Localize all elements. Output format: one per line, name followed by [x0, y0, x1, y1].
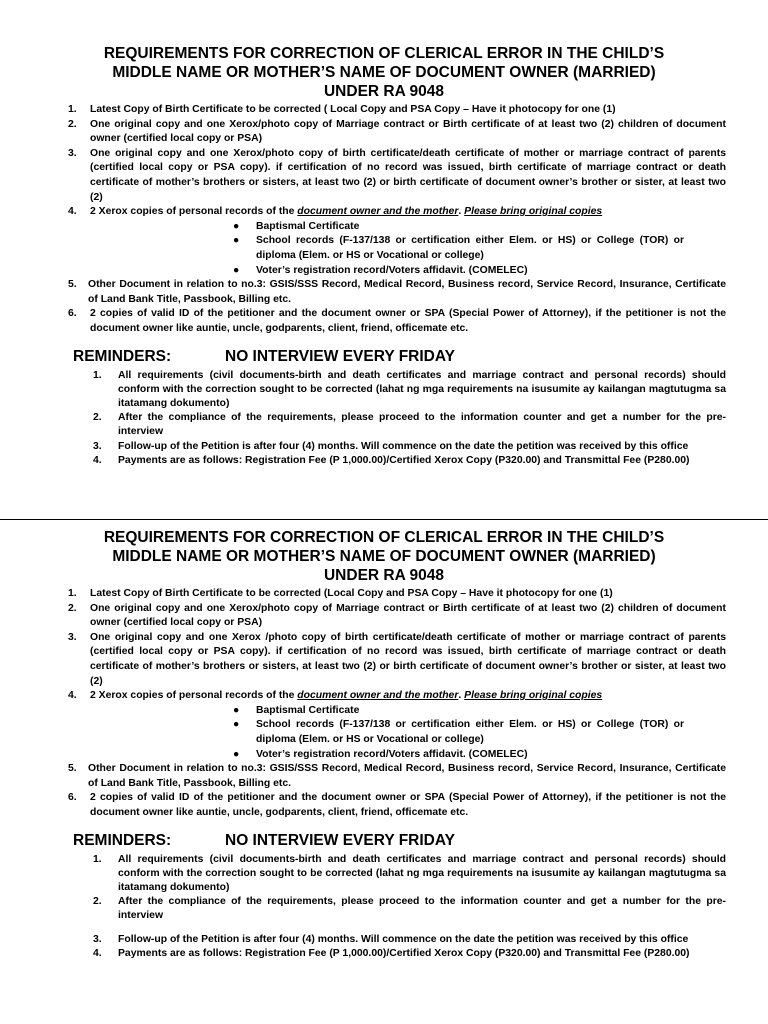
reminder-item: 3. Follow-up of the Petition is after four (4) months. Will commence on the date the petition was received by this office — [93, 440, 689, 452]
section-divider — [0, 519, 768, 520]
bullet-icon: ● — [233, 220, 240, 232]
requirements-section-1 — [0, 44, 768, 468]
requirement-item: 2. One original copy and one Xerox/photo copy of Marriage contract or Birth certificate of at least two (2) children of document owner (certified local copy or PSA) — [68, 118, 726, 145]
bullet-icon: ● — [233, 264, 240, 276]
personal-records-list — [90, 220, 726, 278]
title-line-3: UNDER RA 9048 — [323, 567, 445, 584]
reminders-list — [0, 853, 768, 961]
title-line-1: REQUIREMENTS FOR CORRECTION OF CLERICAL ERROR IN THE CHILD’S — [103, 529, 665, 546]
requirements-list — [0, 587, 768, 821]
reminder-item: 2. After the compliance of the requirements, please proceed to the information counter and get a number for the pre-interview — [93, 412, 726, 438]
bullet-icon: ● — [233, 235, 240, 247]
sub-list-item: ● Baptismal Certificate — [90, 704, 726, 719]
personal-records-list — [90, 704, 726, 762]
requirement-item: 5. Other Document in relation to no.3: GSIS/SSS Record, Medical Record, Business record, Service Record, Insurance, Certificate of Land Bank Title, Passbook, Billing etc. — [68, 763, 726, 789]
sub-list-item: ● School records (F-137/138 or certification either Elem. or HS) or College (TOR) or diploma (Elem. or HS or Vocational or college) — [233, 235, 684, 261]
sub-list-item: ● School records (F-137/138 or certification either Elem. or HS) or College (TOR) or diploma (Elem. or HS or Vocational or college) — [233, 719, 684, 745]
requirement-item: 3. One original copy and one Xerox/photo copy of birth certificate/death certificate of mother or marriage contract of parents (certified local copy or PSA copy). if certification of no record was issued, birth certificate of marriage contract or death certificate of mother’s brothers or sisters, at least two (2) or birth certificate of document owner’s brother or sister, at least two (2) — [68, 147, 726, 203]
requirement-item: 4. 2 Xerox copies of personal records of the document owner and the mother. Please bring original copies ● Baptismal Certificate ● School records (F-137/138 or certification either Elem. or HS) or College (TOR) or diploma (Elem. or HS or Vocational or college) ● Voter’s registration record/Voters affidavit. (COMELEC) — [0, 205, 768, 278]
requirement-item: 6. 2 copies of valid ID of the petitioner and the document owner or SPA (Special Power of Attorney), if the petitioner is not the document owner like auntie, uncle, godparents, client, friend, officemate etc. — [68, 308, 726, 334]
title-line-2: MIDDLE NAME OR MOTHER’S NAME OF DOCUMENT OWNER (MARRIED) — [112, 64, 656, 81]
reminder-item: 4. Payments are as follows: Registration Fee (P 1,000.00)/Certified Xerox Copy (P320.00) and Transmittal Fee (P280.00) — [93, 947, 690, 959]
requirement-item: 2. One original copy and one Xerox/photo copy of Marriage contract or Birth certificate of at least two (2) children of document owner (certified local copy or PSA) — [68, 602, 726, 629]
sub-list-item: ● Voter’s registration record/Voters affidavit. (COMELEC) — [90, 748, 726, 763]
bullet-icon: ● — [233, 704, 240, 716]
requirement-item: 6. 2 copies of valid ID of the petitioner and the document owner or SPA (Special Power of Attorney), if the petitioner is not the document owner like auntie, uncle, godparents, client, friend, officemate etc. — [68, 792, 726, 818]
bullet-icon: ● — [233, 719, 240, 731]
reminder-item: 1. All requirements (civil documents-birth and death certificates and marriage contract and personal records) should conform with the correction sought to be corrected (lahat ng mga requirements na isusumite ay kailangan magtutugma sa itatamang dokumento) — [93, 853, 726, 893]
reminders-heading: REMINDERS: NO INTERVIEW EVERY FRIDAY — [73, 347, 455, 365]
requirement-item: 5. Other Document in relation to no.3: GSIS/SSS Record, Medical Record, Business record, Service Record, Insurance, Certificate of Land Bank Title, Passbook, Billing etc. — [68, 279, 726, 305]
requirements-list — [0, 103, 768, 337]
requirement-item: 3. One original copy and one Xerox /photo copy of birth certificate/death certificate of mother or marriage contract of parents (certified local copy or PSA copy). if certification of no record was issued, birth certificate of marriage contract or death certificate of mother’s brothers or sisters, at least two (2) or birth certificate of document owner’s brother or sister, at least two (2) — [68, 631, 726, 687]
reminder-item: 2. After the compliance of the requirements, please proceed to the information counter and get a number for the pre-interview — [93, 896, 726, 922]
reminder-item: 3. Follow-up of the Petition is after four (4) months. Will commence on the date the petition was received by this office — [93, 933, 689, 945]
requirements-section-2 — [0, 528, 768, 961]
reminder-item: 1. All requirements (civil documents-birth and death certificates and marriage contract and personal records) should conform with the correction sought to be corrected (lahat ng mga requirements na isusumite ay kailangan magtutugma sa itatamang dokumento) — [93, 369, 726, 409]
document-title — [24, 528, 744, 585]
requirement-item: 1. Latest Copy of Birth Certificate to be corrected ( Local Copy and PSA Copy – Have it photocopy for one (1) — [68, 104, 616, 115]
reminders-list — [0, 369, 768, 468]
title-line-1: REQUIREMENTS FOR CORRECTION OF CLERICAL ERROR IN THE CHILD’S — [103, 45, 665, 62]
bullet-icon: ● — [233, 748, 240, 760]
sub-list-item: ● Baptismal Certificate — [90, 220, 726, 235]
reminder-item: 4. Payments are as follows: Registration Fee (P 1,000.00)/Certified Xerox Copy (P320.00) and Transmittal Fee (P280.00) — [93, 454, 690, 466]
requirement-item: 1. Latest Copy of Birth Certificate to be corrected (Local Copy and PSA Copy – Have it photocopy for one (1) — [68, 588, 613, 599]
title-line-3: UNDER RA 9048 — [323, 83, 445, 100]
spacer — [0, 924, 768, 933]
requirement-item: 4. 2 Xerox copies of personal records of the document owner and the mother. Please bring original copies ● Baptismal Certificate ● School records (F-137/138 or certification either Elem. or HS) or College (TOR) or diploma (Elem. or HS or Vocational or college) ● Voter’s registration record/Voters affidavit. (COMELEC) — [0, 689, 768, 762]
title-line-2: MIDDLE NAME OR MOTHER’S NAME OF DOCUMENT OWNER (MARRIED) — [112, 548, 656, 565]
reminders-heading: REMINDERS: NO INTERVIEW EVERY FRIDAY — [73, 831, 455, 849]
sub-list-item: ● Voter’s registration record/Voters affidavit. (COMELEC) — [90, 264, 726, 279]
document-title — [24, 44, 744, 101]
